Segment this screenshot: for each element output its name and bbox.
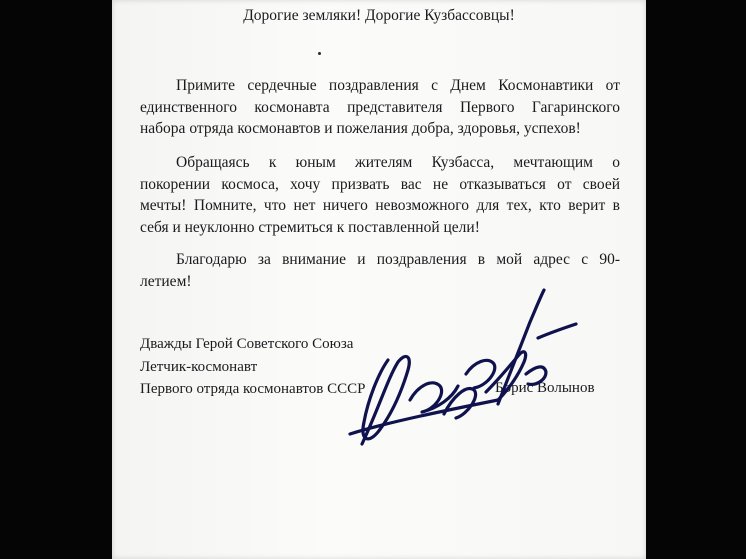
paragraph-congratulations (140, 75, 620, 140)
letter-greeting: Дорогие земляки! Дорогие Кузбассовцы! (243, 7, 515, 24)
signature-title-block (140, 333, 365, 401)
paragraph-line: Обращаясь к юным жителям Кузбасса, мечтающим о (176, 154, 620, 171)
paragraph-appeal (140, 152, 620, 238)
paragraph-line: набора отряда космонавтов и пожелания добра, здоровья, успехов! (140, 120, 581, 137)
letter-page (112, 0, 646, 559)
signature-name: Борис Волынов (495, 380, 595, 396)
paragraph-line: Примите сердечные поздравления с Днем Космонавтики от (176, 77, 620, 94)
signature-title-line: Летчик-космонавт (140, 358, 258, 375)
paragraph-line: летием! (140, 272, 192, 290)
paragraph-line: покорении космоса, хочу призвать вас не отказываться от своей (140, 175, 620, 193)
paragraph-line: Благодарю за внимание и поздравления в мой адрес с 90- (176, 251, 620, 268)
handwritten-signature (348, 282, 578, 462)
signature-title-line: Дважды Герой Советского Союза (140, 336, 354, 352)
paragraph-line: себя и неуклонно стремиться к поставленной цели! (140, 218, 480, 236)
paragraph-line: единственного космонавта представителя Первого Гагаринского (140, 98, 620, 116)
ink-dot (318, 52, 321, 55)
paragraph-line: мечты! Помните, что нет ничего невозможного для тех, кто верит в (140, 197, 620, 214)
signature-title-line: Первого отряда космонавтов СССР (140, 381, 366, 397)
